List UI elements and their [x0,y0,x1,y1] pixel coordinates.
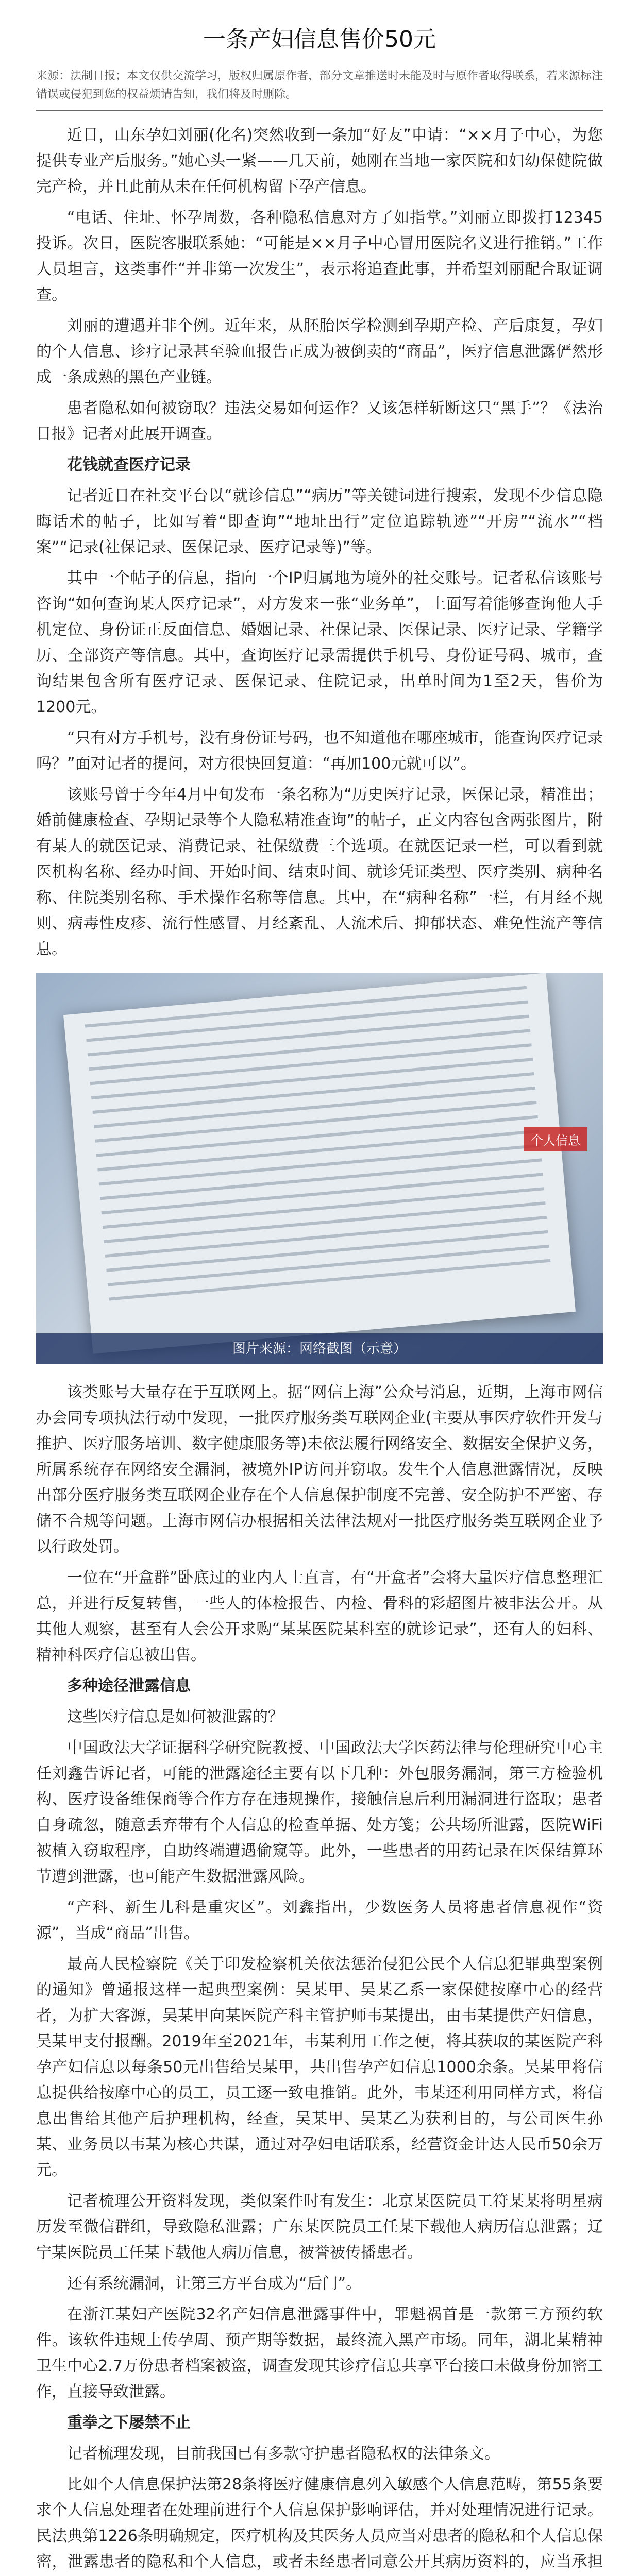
paragraph: “产科、新生儿科是重灾区”。刘鑫指出，少数医务人员将患者信息视作“资源”，当成“商品”出售。 [36,1899,603,1942]
document-photo [36,973,603,1364]
paragraph: 记者梳理公开资料发现，类似案件时有发生：北京某医院员工符某某将明星病历发至微信群组，导致隐私泄露；广东某医院员工任某下载他人病历信息泄露；辽宁某医院员工任某下载他人病历信息，被誉被传播患者。 [36,2192,603,2262]
paragraph: 患者隐私如何被窃取？违法交易如何运作？又该怎样斩断这只“黑手”？《法治日报》记者对此展开调查。 [36,399,603,443]
section-heading: 重拳之下屡禁不止 [67,2414,191,2432]
paragraph: 刘丽的遭遇并非个例。近年来，从胚胎医学检测到孕期产检、产后康复，孕妇的个人信息、诊疗记录甚至验血报告正成为被倒卖的“商品”，医疗信息泄露俨然形成一条成熟的黑色产业链。 [36,317,603,386]
photo-caption: 图片来源：网络截图（示意） [36,1333,603,1364]
section-heading: 多种途径泄露信息 [67,1677,191,1695]
title-divider [36,110,603,111]
paragraph: 中国政法大学证据科学研究院教授、中国政法大学医药法律与伦理研究中心主任刘鑫告诉记者，可能的泄露途径主要有以下几种：外包服务漏洞，第三方检验机构、医疗设备维保商等合作方存在违规操作，接触信息后利用漏洞进行盗取；患者自身疏忽，随意丢弃带有个人信息的检查单据、处方笺；公共场所泄露，医院WiFi被植入窃取程序，自助终端遭遇偷窥等。此外，一些患者的用药记录在医保结算环节遭到泄露，也可能产生数据泄露风险。 [36,1739,603,1886]
paragraph: “只有对方手机号，没有身份证号码，也不知道他在哪座城市，能查询医疗记录吗？”面对记者的提问，对方很快回复道：“再加100元就可以”。 [36,729,603,773]
section-heading: 花钱就查医疗记录 [67,456,191,474]
document-sheet [63,973,576,1353]
paragraph: 记者近日在社交平台以“就诊信息”“病历”等关键词进行搜索，发现不少信息隐晦话术的帖子，比如写着“即查询”“地址出行”定位追踪轨迹”“开房”“流水”“档案”“记录(社保记录、医保记录、医疗记录等)”等。 [36,487,603,556]
paragraph: 近日，山东孕妇刘丽(化名)突然收到一条加“好友”申请：“××月子中心，为您提供专业产后服务。”她心头一紧——几天前，她刚在当地一家医院和妇幼保健院做完产检，并且此前从未在任何机构留下孕产信息。 [36,126,603,196]
paragraph: 这些医疗信息是如何被泄露的？ [67,1708,283,1726]
paragraph: 其中一个帖子的信息，指向一个IP归属地为境外的社交账号。记者私信该账号咨询“如何查询某人医疗记录”，对方发来一张“业务单”，上面写着能够查询他人手机定位、身份证正反面信息、婚姻记录、社保记录、医保记录、医疗记录、学籍学历、全部资产等信息。其中，查询医疗记录需提供手机号、身份证号码、城市，查询结果包含所有医疗记录、医保记录、住院记录，出单时间为1至2天，售价为1200元。 [36,569,603,716]
paragraph: 一位在“开盒群”卧底过的业内人士直言，有“开盒者”会将大量医疗信息整理汇总，并进行反复转售，一些人的体检报告、内检、骨科的彩超图片被非法公开。从其他人观察，甚至有人会公开求购“某某医院某科室的就诊记录”，还有人的妇科、精神科医疗信息被出售。 [36,1569,603,1664]
paragraph: 记者梳理发现，目前我国已有多款守护患者隐私权的法律条文。 [67,2445,500,2463]
paragraph: 比如个人信息保护法第28条将医疗健康信息列入敏感个人信息范畴，第55条要求个人信息处理者在处理前进行个人信息保护影响评估，并对处理情况进行记录。民法典第1226条明确规定，医疗机构及其医务人员应当对患者的隐私和个人信息保密，泄露患者的隐私和个人信息，或者未经患者同意公开其病历资料的，应当承担 [36,2476,603,2571]
paragraph: “电话、住址、怀孕周数，各种隐私信息对方了如指掌。”刘丽立即拨打12345投诉。次日，医院客服联系她：“可能是××月子中心冒用医院名义进行推销。”工作人员坦言，这类事件“并非第一次发生”，表示将追查此事，并希望刘丽配合取证调查。 [36,209,603,304]
paragraph: 还有系统漏洞，让第三方平台成为“后门”。 [67,2275,362,2293]
article [36,21,603,2576]
article-title: 一条产妇信息售价50元 [203,26,436,53]
source-note: 来源：法制日报；本文仅供交流学习，版权归属原作者，部分文章推送时未能及时与原作者取得联系，若来源标注错误或侵犯到您的权益烦请告知，我们将及时删除。 [36,70,603,101]
paragraph: 该类账号大量存在于互联网上。据“网信上海”公众号消息，近期，上海市网信办会同专项执法行动中发现，一批医疗服务类互联网企业(主要从事医疗软件开发与推护、医疗服务培训、数字健康服务等)未依法履行网络安全、数据安全保护义务，所属系统存在网络安全漏洞，被境外IP访问并窃取。发生个人信息泄露情况，反映出部分医疗服务类互联网企业存在个人信息保护制度不完善、安全防护不严密、存储不合规等问题。上海市网信办根据相关法律法规对一批医疗服务类互联网企业予以行政处罚。 [36,1383,603,1556]
photo-badge: 个人信息 [524,1127,587,1151]
paragraph: 在浙江某妇产医院32名产妇信息泄露事件中，罪魁祸首是一款第三方预约软件。该软件违规上传孕周、预产期等数据，最终流入黑产市场。同年，湖北某精神卫生中心2.7万份患者档案被盗，调查发现其诊疗信息共享平台接口未做身份加密工作，直接导致泄露。 [36,2306,603,2401]
paragraph: 最高人民检察院《关于印发检察机关依法惩治侵犯公民个人信息犯罪典型案例的通知》曾通报这样一起典型案例：吴某甲、吴某乙系一家保健按摩中心的经营者，为扩大客源，吴某甲向某医院产科主管护师韦某提出，由韦某提供产妇信息，吴某甲支付报酬。2019年至2021年，韦某利用工作之便，将其获取的某医院产科孕产妇信息以每条50元出售给吴某甲，共出售孕产妇信息1000余条。吴某甲将信息提供给按摩中心的员工，员工逐一致电推销。此外，韦某还利用同样方式，将信息出售给其他产后护理机构，经查，吴某甲、吴某乙为获利目的，与公司医生孙某、业务员以韦某为核心共谋，通过对孕妇电话联系，经营资金计达人民币50余万元。 [36,1955,603,2179]
paragraph: 该账号曾于今年4月中旬发布一条名称为“历史医疗记录，医保记录，精准出；婚前健康检查、孕期记录等个人隐私精准查询”的帖子，正文内容包含两张图片，附有某人的就医记录、消费记录、社保缴费三个选项。在就医记录一栏，可以看到就医机构名称、经办时间、开始时间、结束时间、就诊凭证类型、医疗类别、病种名称、住院类别名称、手术操作名称等信息。其中，在“病种名称”一栏，有月经不规则、病毒性皮疹、流行性感冒、月经紊乱、人流术后、抑郁状态、难免性流产等信息。 [36,786,603,958]
